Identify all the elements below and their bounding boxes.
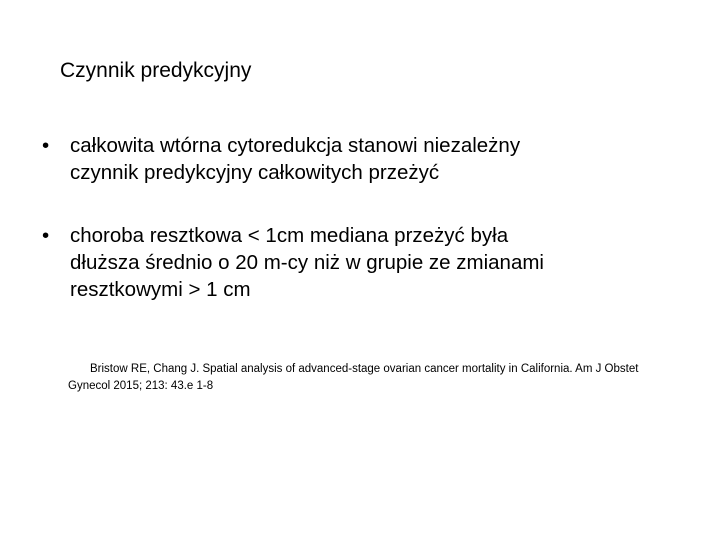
bullet-list (42, 132, 682, 303)
bullet-text-line: resztkowymi > 1 cm (70, 278, 251, 301)
bullet-text-line: dłuższa średnio o 20 m-cy niż w grupie ze zmianami (70, 251, 544, 274)
bullet-item (42, 222, 682, 303)
bullet-text-line: czynnik predykcyjny całkowitych przeżyć (70, 161, 440, 184)
reference-line: Bristow RE, Chang J. Spatial analysis of advanced-stage ovarian cancer mortality in California. Am J Obstet (90, 363, 639, 375)
reference-citation (68, 361, 678, 395)
bullet-marker: • (42, 224, 50, 247)
bullet-marker: • (42, 134, 50, 157)
bullet-text-line: choroba resztkowa < 1cm mediana przeżyć była (70, 224, 509, 247)
bullet-text-line: całkowita wtórna cytoredukcja stanowi niezależny (70, 134, 521, 157)
bullet-item (42, 132, 682, 186)
slide-title: Czynnik predykcyjny (60, 59, 252, 82)
reference-line: Gynecol 2015; 213: 43.e 1-8 (68, 380, 214, 392)
